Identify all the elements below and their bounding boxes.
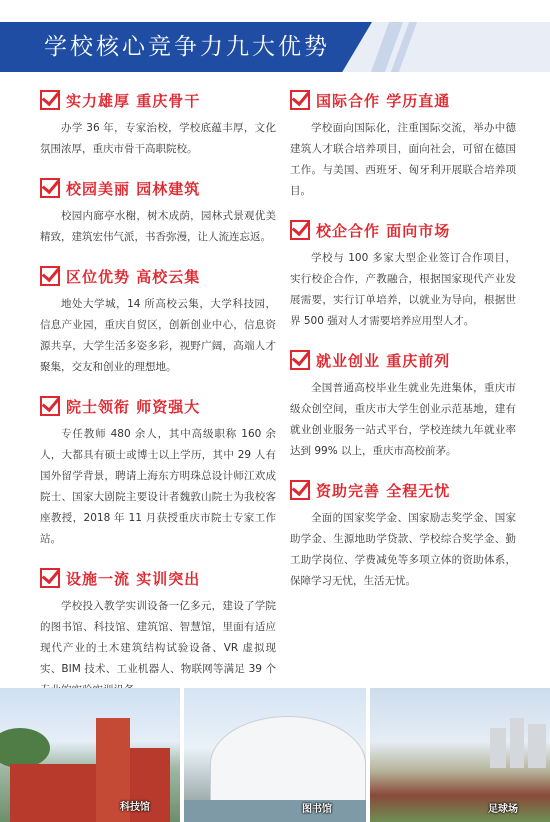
section-aid xyxy=(290,478,516,592)
section-header xyxy=(290,478,516,502)
section-facilities xyxy=(40,566,276,701)
section-header xyxy=(40,264,276,288)
distant-building xyxy=(528,724,546,768)
section-title: 院士领衔 师资强大 xyxy=(66,397,201,416)
section-header xyxy=(290,88,516,112)
section-header xyxy=(40,88,276,112)
section-faculty xyxy=(40,394,276,550)
section-title: 国际合作 学历直通 xyxy=(316,91,451,110)
photo-label: 足球场 xyxy=(488,804,518,815)
section-title: 校企合作 面向市场 xyxy=(316,221,451,240)
checkbox-icon xyxy=(290,220,310,240)
distant-building xyxy=(490,728,506,768)
section-body: 学校投入教学实训设备一亿多元，建设了学院的图书馆、科技馆、建筑馆、智慧馆，里面有适应现代产业的土木建筑结构试验设备、VR 虚拟现实、BIM 技术、工业机器人、物联网等满足 39 个 xyxy=(40,600,276,675)
section-body: 全面的国家奖学金、国家励志奖学金、国家助学金、生源地助学贷款、学校综合奖学金、勤工助学岗位、学费减免等多项立体的资助体系，保障学习无忧，生活无忧。 xyxy=(290,512,516,587)
section-body: 地处大学城，14 所高校云集，大学科技园，信息产业园，重庆自贸区，创新创业中心，信息资源共享，大学生活多姿多彩，视野广阔，高端人才聚集，交友和创业的理想地。 xyxy=(40,298,276,373)
section-location xyxy=(40,264,276,378)
tree xyxy=(0,728,50,768)
photo-football-field xyxy=(370,688,550,822)
checkbox-icon xyxy=(40,266,60,286)
checkbox-icon xyxy=(40,178,60,198)
checkbox-icon xyxy=(290,350,310,370)
photo-strip xyxy=(0,688,550,822)
section-employment xyxy=(290,348,516,462)
page-title: 学校核心竞争力九大优势 xyxy=(44,34,330,60)
photo-library xyxy=(184,688,366,822)
section-body: 学校与 100 多家大型企业签订合作项目，实行校企合作，产教融合，根据国家现代产业发展需要，实行订单培养，以就业为导向，根据世界 500 强对人才需要培养应用型人才。 xyxy=(290,252,516,327)
photo-science-building xyxy=(0,688,180,822)
section-title: 区位优势 高校云集 xyxy=(66,267,201,286)
checkbox-icon xyxy=(40,90,60,110)
section-body: 学校面向国际化，注重国际交流，举办中德建筑人才联合培养项目，面向社会，可留在德国工作。与美国、西班牙、匈牙利开展联合培养项目。 xyxy=(290,122,516,197)
section-header xyxy=(40,394,276,418)
section-strength xyxy=(40,88,276,160)
section-campus xyxy=(40,176,276,248)
distant-building xyxy=(510,718,524,768)
section-header xyxy=(40,176,276,200)
section-enterprise xyxy=(290,218,516,332)
section-title: 设施一流 实训突出 xyxy=(66,569,201,588)
section-body: 办学 36 年，专家治校，学校底蕴丰厚，文化氛围浓厚，重庆市骨干高职院校。 xyxy=(40,122,276,155)
checkbox-icon xyxy=(40,568,60,588)
right-column xyxy=(290,88,516,608)
section-title: 实力雄厚 重庆骨干 xyxy=(66,91,201,110)
library-roof xyxy=(210,716,366,812)
checkbox-icon xyxy=(290,480,310,500)
left-column xyxy=(40,88,276,717)
photo-label: 科技馆 xyxy=(120,802,150,813)
checkbox-icon xyxy=(40,396,60,416)
section-body: 全国普通高校毕业生就业先进集体，重庆市级众创空间，重庆市大学生创业示范基地，建有就业创业服务一站式平台，学校连续九年就业率达到 99% 以上，重庆市高校前茅。 xyxy=(290,382,516,457)
header-banner xyxy=(0,22,550,72)
section-international xyxy=(290,88,516,202)
section-title: 校园美丽 园林建筑 xyxy=(66,179,201,198)
water xyxy=(184,800,366,822)
section-header xyxy=(40,566,276,590)
section-title: 就业创业 重庆前列 xyxy=(316,351,451,370)
checkbox-icon xyxy=(290,90,310,110)
section-title: 资助完善 全程无忧 xyxy=(316,481,451,500)
section-header xyxy=(290,348,516,372)
photo-label: 图书馆 xyxy=(302,804,332,815)
section-header xyxy=(290,218,516,242)
section-body: 专任教师 480 余人，其中高级职称 160 余人，大都具有硕士或博士以上学历，其中 29 人有国外留学背景，聘请上海东方明珠总设计师江欢成院士、国家大剧院主要设计者魏敦山院士为我校客座教授，2018 年 11 月获授重庆市院士专家工作站。 xyxy=(40,428,276,545)
section-body: 校园内廊亭水榭，树木成荫，园林式景观优美精致，建筑宏伟气派，书香弥漫，让人流连忘返。 xyxy=(40,210,276,243)
